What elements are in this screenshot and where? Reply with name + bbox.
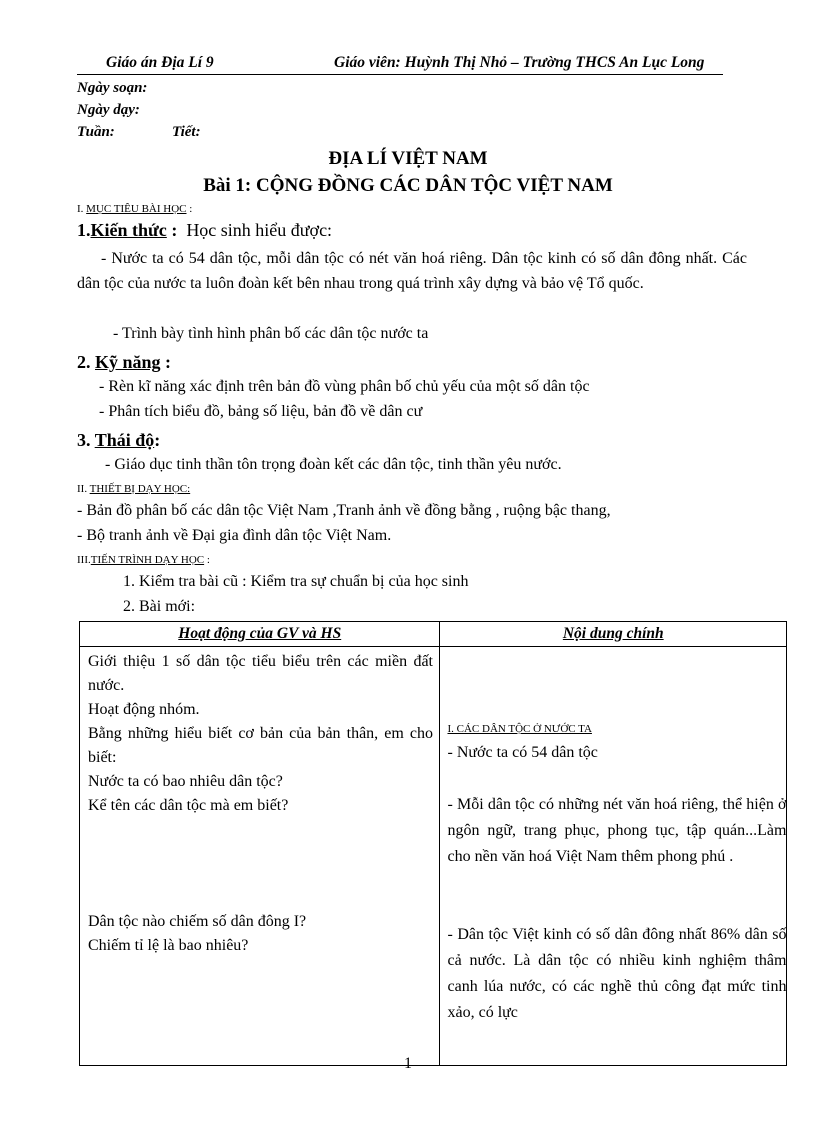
section-objectives-heading: I. MỤC TIÊU BÀI HỌC : xyxy=(77,203,193,215)
col-header-content: Nội dung chính xyxy=(440,622,787,647)
content-point-2: - Mỗi dân tộc có những nét văn hoá riêng, thể hiện ở ngôn ngữ, trang phục, phong tục, tập quán...Làm cho nền văn hoá Việt Nam thêm phong phú . xyxy=(447,796,787,865)
activity-question-1: Nước ta có bao nhiêu dân tộc? xyxy=(88,773,283,790)
knowledge-paragraph-2: - Trình bày tình hình phân bố các dân tộc nước ta xyxy=(113,325,429,342)
content-section-heading: I. CÁC DÂN TỘC Ở NƯỚC TA xyxy=(447,723,592,735)
activity-question-4: Chiếm tỉ lệ là bao nhiêu? xyxy=(88,937,249,954)
knowledge-heading: 1.Kiến thức : Học sinh hiểu được: xyxy=(77,220,333,240)
activity-intro: Giới thiệu 1 số dân tộc tiểu biểu trên các miền đất nước. xyxy=(88,653,433,694)
activity-prompt: Bằng những hiểu biết cơ bản của bản thân, em cho biết: xyxy=(88,725,433,766)
process-step-1: 1. Kiểm tra bài cũ : Kiểm tra sự chuẩn bị của học sinh xyxy=(123,573,469,590)
header-left: Giáo án Địa Lí 9 xyxy=(106,54,214,71)
content-cell xyxy=(440,647,787,1066)
activities-cell xyxy=(80,647,440,1066)
header-divider xyxy=(77,74,723,75)
attitude-item-1: - Giáo dục tinh thần tôn trọng đoàn kết các dân tộc, tinh thần yêu nước. xyxy=(105,456,562,473)
prep-date-label: Ngày soạn: xyxy=(77,80,148,96)
table-header-row xyxy=(80,622,787,647)
activity-question-3: Dân tộc nào chiếm số dân đông I? xyxy=(88,913,307,930)
table-row xyxy=(80,647,787,1066)
week-label: Tuần: xyxy=(77,124,115,140)
knowledge-paragraph-1: - Nước ta có 54 dân tộc, mỗi dân tộc có nét văn hoá riêng. Dân tộc kinh có số dân đông nhất. Các dân tộc của nước ta luôn đoàn kết bên nhau trong quá trình xây dựng và bảo vệ Tổ quốc. xyxy=(77,250,747,292)
skills-item-1: - Rèn kĩ năng xác định trên bản đồ vùng phân bố chủ yếu của một số dân tộc xyxy=(99,378,590,395)
equipment-item-1: - Bản đồ phân bố các dân tộc Việt Nam ,Tranh ảnh về đồng bằng , ruộng bậc thang, xyxy=(77,502,611,519)
equipment-item-2: - Bộ tranh ảnh về Đại gia đình dân tộc Việt Nam. xyxy=(77,527,392,544)
activity-question-2: Kể tên các dân tộc mà em biết? xyxy=(88,797,289,814)
teach-date-label: Ngày dạy: xyxy=(77,102,140,118)
skills-heading: 2. Kỹ năng : xyxy=(77,352,172,372)
section-process-heading: III.TIẾN TRÌNH DẠY HỌC : xyxy=(77,554,210,566)
lesson-activity-table xyxy=(79,621,787,1066)
subject-title: ĐỊA LÍ VIỆT NAM xyxy=(328,148,488,169)
content-point-1: - Nước ta có 54 dân tộc xyxy=(447,744,598,761)
section-equipment-heading: II. THIẾT BỊ DẠY HỌC: xyxy=(77,483,191,495)
page-number: 1 xyxy=(404,1055,412,1072)
activity-group-work: Hoạt động nhóm. xyxy=(88,701,200,718)
col-header-activities: Hoạt động của GV và HS xyxy=(80,622,440,647)
content-point-3: - Dân tộc Việt kinh có số dân đông nhất 86% dân số cả nước. Là dân tộc có nhiều kinh nghiệm thâm canh lúa nước, có các nghề thủ công đạt mức tinh xảo, có lực xyxy=(447,926,787,1021)
process-step-2: 2. Bài mới: xyxy=(123,598,196,615)
lesson-title: Bài 1: CỘNG ĐỒNG CÁC DÂN TỘC VIỆT NAM xyxy=(203,175,613,196)
period-label: Tiết: xyxy=(172,124,201,140)
skills-item-2: - Phân tích biểu đồ, bảng số liệu, bản đồ về dân cư xyxy=(99,403,423,420)
header-right: Giáo viên: Huỳnh Thị Nhỏ – Trường THCS An Lục Long xyxy=(334,54,705,71)
attitude-heading: 3. Thái độ: xyxy=(77,430,161,450)
